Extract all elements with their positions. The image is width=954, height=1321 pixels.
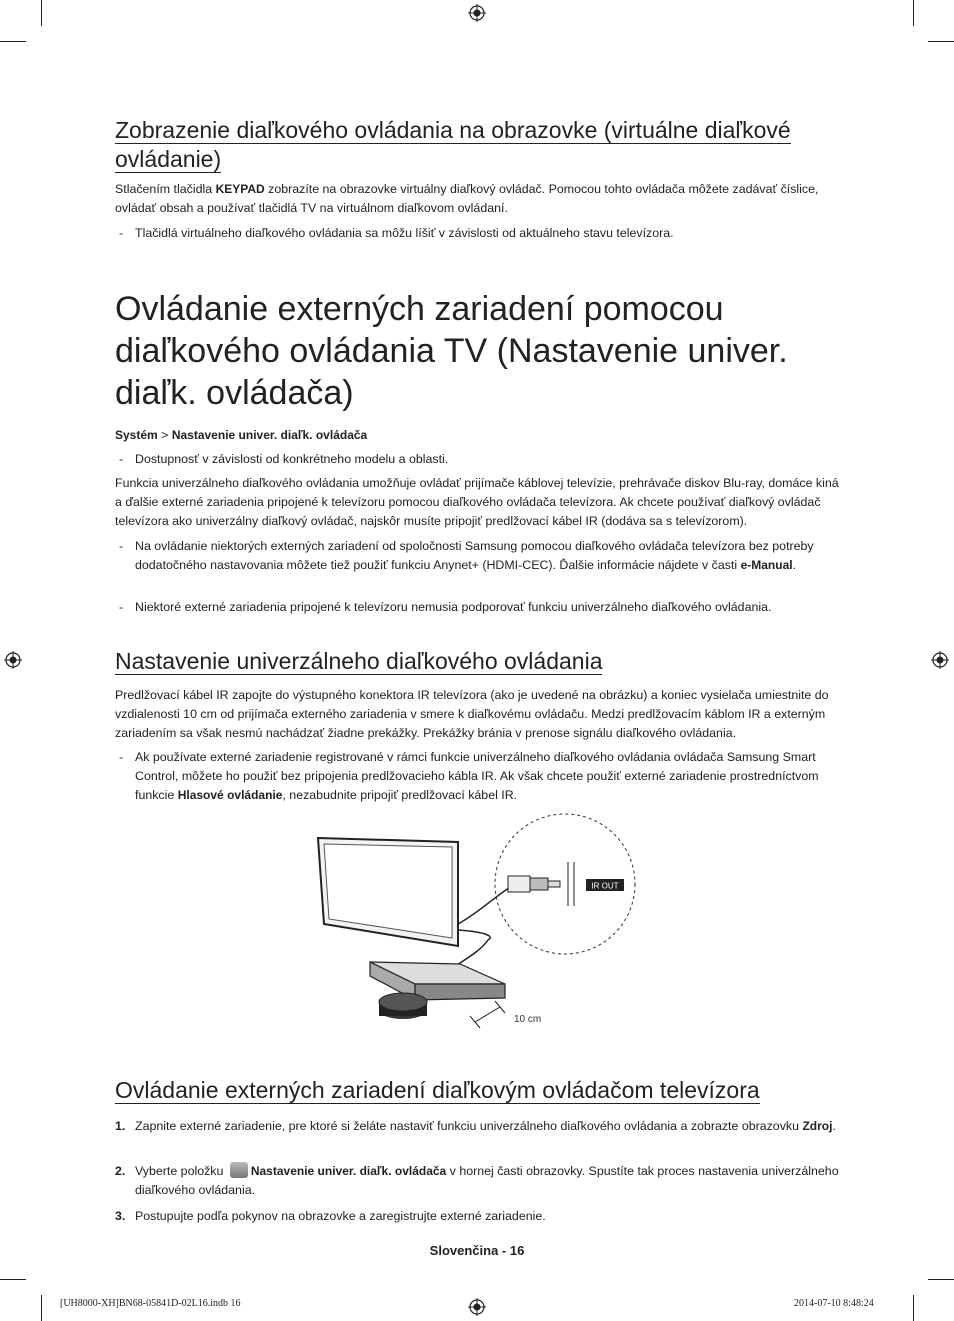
step-number: 2. <box>115 1164 126 1178</box>
note-dash: - <box>119 539 124 553</box>
universal-remote-settings-icon <box>230 1162 248 1178</box>
print-slug-left: [UH8000-XH]BN68-05841D-02L16.indb 16 <box>60 1298 241 1309</box>
crop-mark <box>913 0 914 26</box>
registration-mark-icon <box>468 4 486 22</box>
note-dash: - <box>119 452 124 466</box>
section-title: Ovládanie externých zariadení diaľkovým ovládačom televízora <box>115 1077 760 1103</box>
page-number: Slovenčina - 16 <box>429 1243 525 1258</box>
note: Na ovládanie niektorých externých zariadení od spoločnosti Samsung pomocou diaľkového ovládača televízora bez potreby dodatočného nastavovania môžete tiež použiť funkciu Anynet+ (HDMI-CEC). Ďalšie informácie nájdete v časti e-Manual. <box>135 539 814 572</box>
paragraph: Funkcia univerzálneho diaľkového ovládania umožňuje ovládať prijímače káblovej televízie, prehrávače diskov Blu-ray, domáce kiná a ďalšie externé zariadenia pripojené k televízoru pomocou diaľkového ovládača televízora. Ak chcete používať diaľkový ovládač televízora ako univerzálny diaľkový ovládač, najskôr musíte pripojiť predlžovací kábel IR (dodáva sa s televízorom). <box>115 476 839 528</box>
step-text: Postupujte podľa pokynov na obrazovke a zaregistrujte externé zariadenie. <box>135 1209 546 1223</box>
tv-image <box>318 838 458 946</box>
note-dash: - <box>119 226 124 240</box>
section-title: Nastavenie univerzálneho diaľkového ovládania <box>115 648 603 674</box>
crop-mark <box>0 1279 26 1280</box>
note: Tlačidlá virtuálneho diaľkového ovládania sa môžu líšiť v závislosti od aktuálneho stavu televízora. <box>135 226 674 240</box>
registration-mark-icon <box>4 651 22 669</box>
distance-marker <box>470 1001 505 1028</box>
ir-transmitter-image <box>379 993 427 1019</box>
step-text: Vyberte položku Nastavenie univer. diaľk. ovládača v hornej časti obrazovky. Spustíte tak proces nastavenia univerzálneho diaľkového ovládania. <box>135 1164 839 1197</box>
crop-mark <box>41 0 42 26</box>
print-slug-right: 2014-07-10 8:48:24 <box>794 1298 874 1309</box>
note-dash: - <box>119 600 124 614</box>
crop-mark <box>41 1295 42 1321</box>
registration-mark-icon <box>931 651 949 669</box>
step-text: Zapnite externé zariadenie, pre ktoré si želáte nastaviť funkciu univerzálneho diaľkového ovládania a zobrazte obrazovku Zdroj. <box>135 1119 836 1133</box>
ir-out-label: IR OUT <box>591 881 619 891</box>
step-number: 1. <box>115 1119 126 1133</box>
crop-mark <box>913 1295 914 1321</box>
note: Ak používate externé zariadenie registrované v rámci funkcie univerzálneho diaľkového ovládania ovládača Samsung Smart Control, môžete ho použiť bez pripojenia predlžovacieho kábla IR. Ak však chcete použiť externé zariadenie prostredníctvom funkcie Hlasové ovládanie, nezabudnite pripojiť predlžovací kábel IR. <box>135 750 819 802</box>
ir-cable-illustration <box>310 812 650 1036</box>
registration-mark-icon <box>468 1298 486 1316</box>
ir-connector-image <box>508 862 624 906</box>
menu-path: Systém > Nastavenie univer. diaľk. ovládača <box>115 428 368 442</box>
paragraph: Stlačením tlačidla KEYPAD zobrazíte na obrazovke virtuálny diaľkový ovládač. Pomocou tohto ovládača môžete zadávať číslice, ovládať obsah a používať tlačidlá TV na virtuálnom diaľkovom ovládaní. <box>115 182 819 215</box>
distance-label: 10 cm <box>514 1014 542 1025</box>
note: Dostupnosť v závislosti od konkrétneho modelu a oblasti. <box>135 452 449 466</box>
crop-mark <box>928 1279 954 1280</box>
step-number: 3. <box>115 1209 126 1223</box>
note: Niektoré externé zariadenia pripojené k televízoru nemusia podporovať funkciu univerzálneho diaľkového ovládania. <box>135 600 772 614</box>
crop-mark <box>0 41 26 42</box>
page-title: Ovládanie externých zariadení pomocou diaľkového ovládania TV (Nastavenie univer. diaľk. ovládača) <box>115 290 788 412</box>
note-dash: - <box>119 750 124 764</box>
section-title: Zobrazenie diaľkového ovládania na obrazovke (virtuálne diaľkové ovládanie) <box>115 117 791 172</box>
crop-mark <box>928 41 954 42</box>
paragraph: Predlžovací kábel IR zapojte do výstupného konektora IR televízora (ako je uvedené na obrázku) a koniec vysielača umiestnite do vzdialenosti 10 cm od prijímača externého zariadenia v smere k diaľkovému ovládaču. Medzi predlžovacím káblom IR a externým zariadením sa však nesmú nachádzať žiadne prekážky. Prekážky bránia v prenose signálu diaľkového ovládania. <box>115 688 829 740</box>
